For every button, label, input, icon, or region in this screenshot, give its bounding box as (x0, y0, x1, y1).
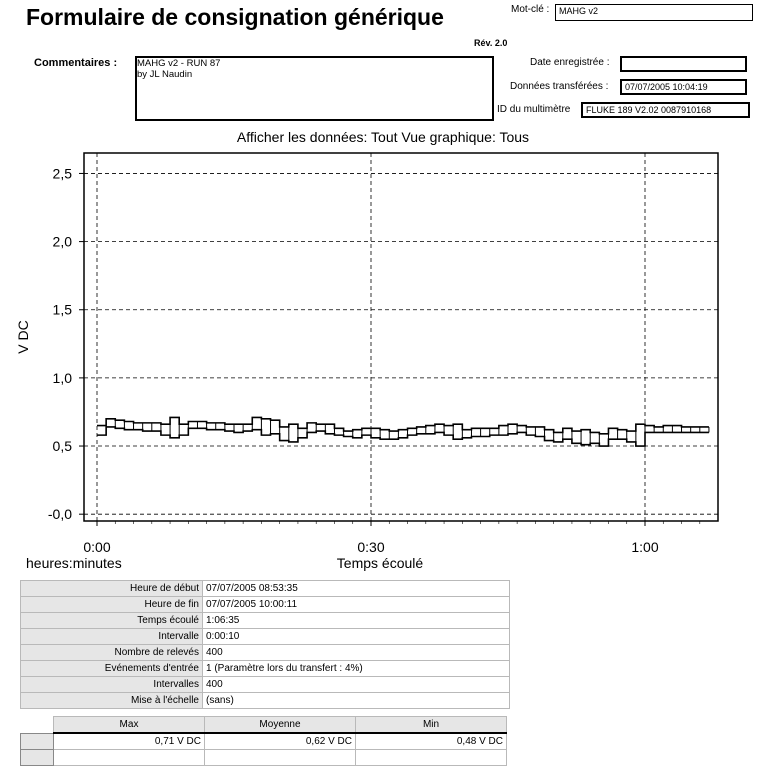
keyword-label: Mot-clé : (511, 4, 550, 15)
stats-row (21, 645, 510, 661)
chart-view-settings: Afficher les données: Tout Vue graphique: Tous (236, 129, 530, 145)
comments-field[interactable] (135, 56, 494, 121)
stats-label: Evénements d'entrée (21, 661, 203, 677)
chart-axis-ticks (48, 165, 700, 555)
x-axis-label: Temps écoulé (336, 555, 424, 571)
data-transferred-label: Données transférées : (510, 81, 609, 92)
y-tick-label: 2,0 (52, 233, 72, 250)
voltage-chart (0, 145, 766, 575)
y-tick-label: 2,5 (52, 165, 72, 182)
summary-row-header[interactable] (21, 750, 54, 766)
stats-value: 1 (Paramètre lors du transfert : 4%) (203, 661, 510, 677)
y-axis-label: V DC (15, 320, 31, 354)
comments-line: MAHG v2 - RUN 87 (137, 58, 221, 69)
summary-corner (21, 717, 54, 734)
summary-row-header[interactable] (21, 733, 54, 750)
data-transferred-field[interactable]: 07/07/2005 10:04:19 (620, 79, 747, 95)
stats-row (21, 677, 510, 693)
x-unit-label: heures:minutes (26, 555, 122, 571)
keyword-field[interactable]: MAHG v2 (555, 4, 753, 21)
stats-row (21, 597, 510, 613)
stats-row (21, 661, 510, 677)
stats-row (21, 629, 510, 645)
x-tick-label: 0:30 (357, 539, 385, 555)
revision-label: Rév. 2.0 (474, 38, 508, 48)
summary-header-mean: Moyenne (205, 717, 356, 734)
stats-value: (sans) (203, 693, 510, 709)
stats-value: 400 (203, 645, 510, 661)
summary-empty-cell (54, 750, 205, 766)
stats-value: 0:00:10 (203, 629, 510, 645)
date-saved-label: Date enregistrée : (530, 57, 610, 68)
stats-value: 07/07/2005 10:00:11 (203, 597, 510, 613)
stats-value: 400 (203, 677, 510, 693)
stats-label: Heure de fin (21, 597, 203, 613)
chart-series (97, 417, 709, 446)
stats-label: Intervalle (21, 629, 203, 645)
stats-label: Temps écoulé (21, 613, 203, 629)
stats-label: Intervalles (21, 677, 203, 693)
stats-table (20, 580, 510, 709)
stats-row (21, 613, 510, 629)
page-title: Formulaire de consignation générique (26, 4, 444, 30)
summary-max-value: 0,71 V DC (54, 733, 205, 750)
x-tick-label: 1:00 (631, 539, 659, 555)
summary-min-value: 0,48 V DC (356, 733, 507, 750)
stats-label: Mise à l'échelle (21, 693, 203, 709)
comments-line: by JL Naudin (137, 69, 193, 80)
stats-value: 07/07/2005 08:53:35 (203, 581, 510, 597)
y-tick-label: 1,5 (52, 301, 72, 318)
stats-value: 1:06:35 (203, 613, 510, 629)
date-saved-field[interactable] (620, 56, 747, 72)
x-tick-label: 0:00 (83, 539, 111, 555)
y-tick-label: -0,0 (47, 506, 72, 523)
summary-table (20, 716, 507, 766)
plot-area-frame (84, 153, 718, 521)
y-tick-label: 0,5 (52, 438, 72, 455)
summary-empty-cell (356, 750, 507, 766)
meter-id-label: ID du multimètre (497, 104, 571, 115)
stats-row (21, 581, 510, 597)
chart-gridlines (84, 153, 718, 521)
summary-header-min: Min (356, 717, 507, 734)
summary-mean-value: 0,62 V DC (205, 733, 356, 750)
y-tick-label: 1,0 (52, 369, 72, 386)
stats-row (21, 693, 510, 709)
meter-id-field[interactable]: FLUKE 189 V2.02 0087910168 (581, 102, 750, 118)
comments-label: Commentaires : (34, 57, 118, 69)
summary-header-max: Max (54, 717, 205, 734)
stats-label: Nombre de relevés (21, 645, 203, 661)
summary-empty-cell (205, 750, 356, 766)
stats-label: Heure de début (21, 581, 203, 597)
